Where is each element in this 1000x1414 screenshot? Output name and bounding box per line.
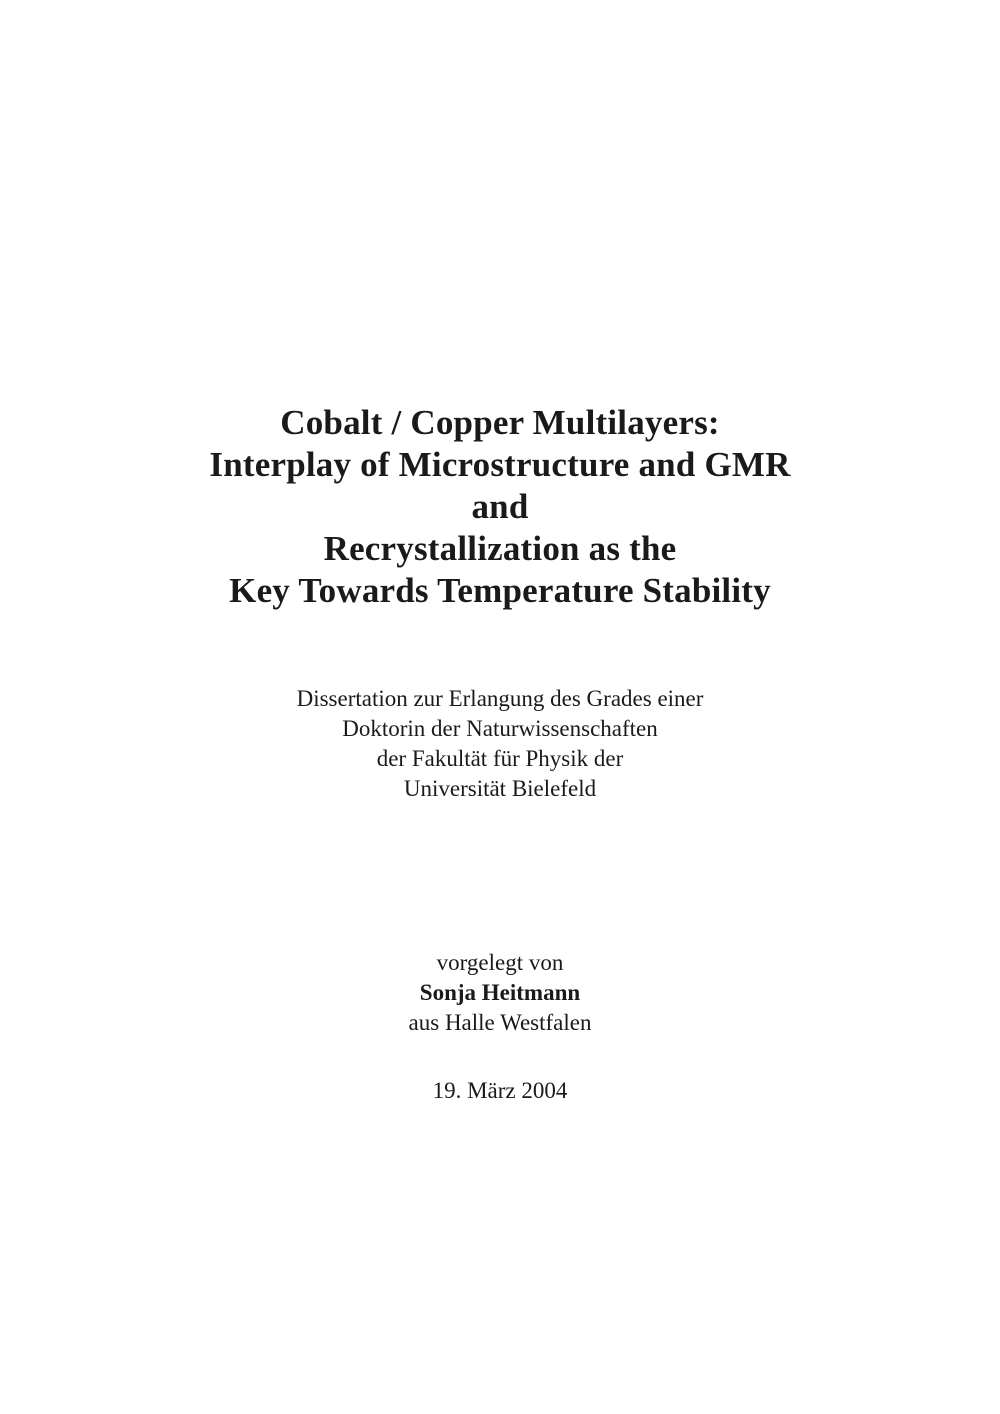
title-line-2: Interplay of Microstructure and GMR: [209, 445, 791, 484]
presented-by-label: vorgelegt von: [436, 950, 564, 975]
author-origin: aus Halle Westfalen: [408, 1010, 592, 1035]
dissertation-line-4: Universität Bielefeld: [403, 776, 597, 801]
author-name: Sonja Heitmann: [419, 980, 581, 1005]
title-line-3: and: [471, 487, 529, 526]
author-block: [0, 948, 1000, 1038]
title-line-5: Key Towards Temperature Stability: [229, 571, 771, 610]
thesis-title: [0, 402, 1000, 612]
title-line-4: Recrystallization as the: [323, 529, 677, 568]
submission-date: 19. März 2004: [432, 1078, 568, 1103]
date-block: [0, 1076, 1000, 1106]
dissertation-line-3: der Fakultät für Physik der: [376, 746, 624, 771]
dissertation-line-2: Doktorin der Naturwissenschaften: [342, 716, 658, 741]
dissertation-statement: [0, 684, 1000, 804]
dissertation-line-1: Dissertation zur Erlangung des Grades einer: [296, 686, 704, 711]
title-line-1: Cobalt / Copper Multilayers:: [280, 403, 720, 442]
